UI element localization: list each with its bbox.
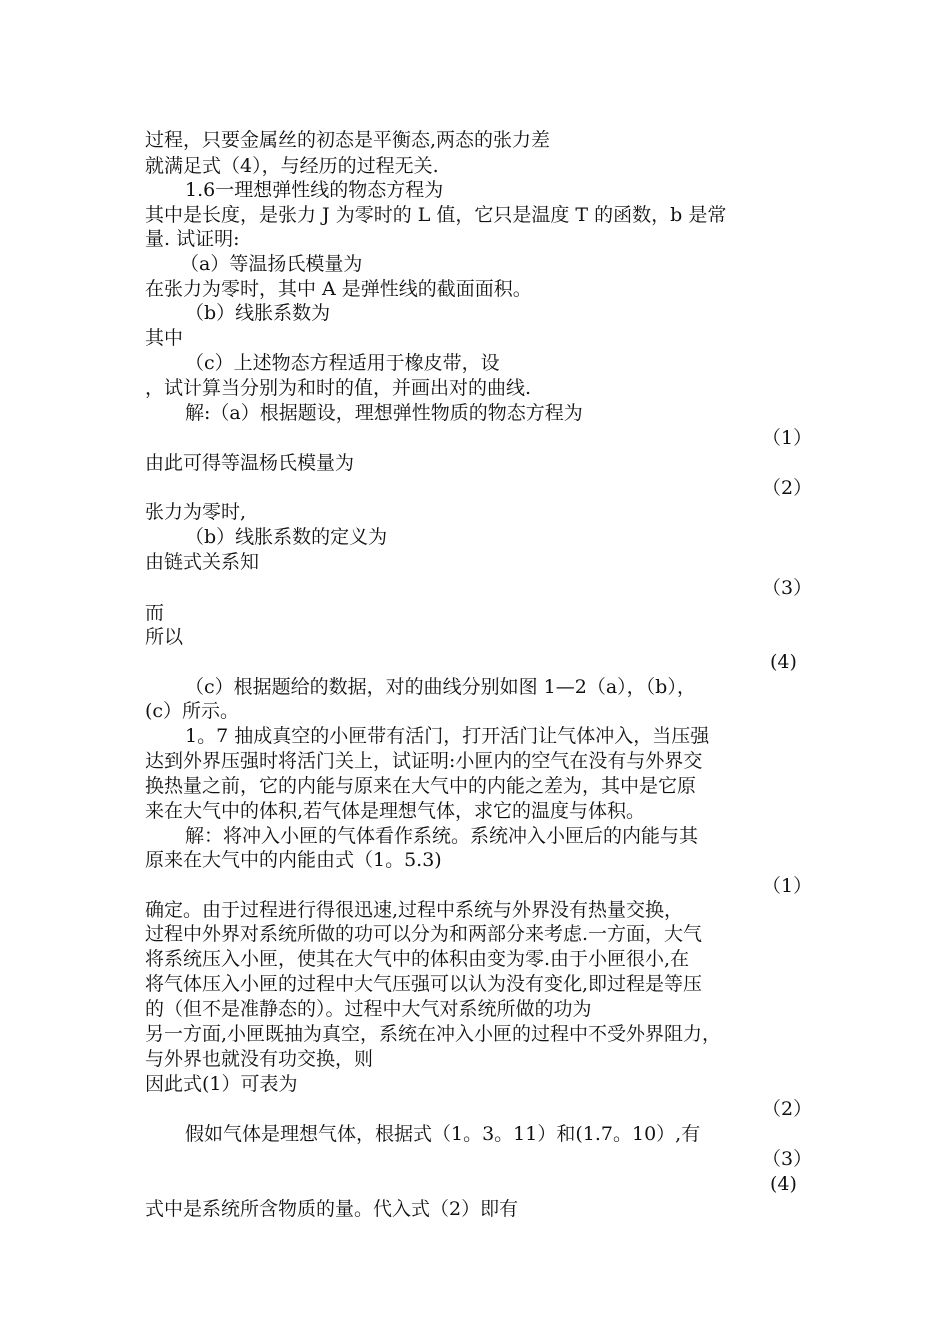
text-line: 式中是系统所含物质的量。代入式（2）即有 (145, 1198, 519, 1220)
text-line: 与外界也就没有功交换，则 (145, 1048, 374, 1070)
text-line: 所以 (145, 626, 184, 648)
equation-number: （1） (762, 875, 813, 897)
equation-number: （2） (762, 477, 813, 499)
text-line: 将系统压入小匣，使其在大气中的体积由变为零.由于小匣很小,在 (145, 948, 690, 970)
text-line: 确定。由于过程进行得很迅速,过程中系统与外界没有热量交换， (145, 899, 684, 921)
item-b: （b）线胀系数为 (185, 302, 331, 324)
text-line: 由链式关系知 (145, 551, 260, 573)
text-line: 在张力为零时，其中 A 是弹性线的截面面积。 (145, 278, 532, 300)
text-line: 张力为零时, (145, 501, 247, 523)
text-line: 将气体压入小匣的过程中大气压强可以认为没有变化,即过程是等压 (145, 973, 703, 995)
text-line: 的（但不是准静态的）。过程中大气对系统所做的功为 (145, 998, 592, 1020)
text-line: 其中 (145, 327, 184, 349)
solution-heading: 解:（a）根据题设，理想弹性物质的物态方程为 (185, 402, 583, 424)
text-line: (c）所示。 (145, 700, 240, 722)
equation-number: （3） (762, 577, 813, 599)
text-line: 由此可得等温杨氏模量为 (145, 452, 355, 474)
text-line: 其中是长度，是张力 J 为零时的 L 值，它只是温度 T 的函数，b 是常 (145, 204, 727, 226)
text-line: 达到外界压强时将活门关上，试证明:小匣内的空气在没有与外界交 (145, 750, 703, 772)
equation-number: (4) (770, 1173, 797, 1195)
text-line: （b）线胀系数的定义为 (185, 526, 388, 548)
text-line: ，试计算当分别为和时的值，并画出对的曲线. (145, 377, 532, 399)
text-line: 来在大气中的体积,若气体是理想气体，求它的温度与体积。 (145, 800, 646, 822)
section-heading-1-6: 1.6一理想弹性线的物态方程为 (185, 179, 444, 201)
equation-number: （1） (762, 427, 813, 449)
item-a: （a）等温扬氏模量为 (180, 253, 363, 275)
item-c: （c）上述物态方程适用于橡皮带，设 (185, 352, 500, 374)
text-line: 另一方面,小匣既抽为真空，系统在冲入小匣的过程中不受外界阻力， (145, 1023, 722, 1045)
text-line: 过程，只要金属丝的初态是平衡态,两态的张力差 (145, 129, 551, 151)
section-heading-1-7: 1。7 抽成真空的小匣带有活门，打开活门让气体冲入，当压强 (185, 725, 710, 747)
text-line: 就满足式（4），与经历的过程无关. (145, 155, 439, 177)
text-line: 因此式(1）可表为 (145, 1073, 298, 1095)
equation-number: （2） (762, 1098, 813, 1120)
text-line: 而 (145, 602, 165, 624)
text-line: 换热量之前，它的内能与原来在大气中的内能之差为，其中是它原 (145, 775, 697, 797)
solution-heading: 解：将冲入小匣的气体看作系统。系统冲入小匣后的内能与其 (185, 825, 699, 847)
equation-number: （3） (762, 1148, 813, 1170)
text-line: 量. 试证明: (145, 228, 240, 250)
text-line: （c）根据题给的数据，对的曲线分别如图 1—2（a），（b）， (185, 676, 696, 698)
text-line: 过程中外界对系统所做的功可以分为和两部分来考虑.一方面，大气 (145, 923, 703, 945)
text-line: 原来在大气中的内能由式（1。5.3) (145, 849, 442, 871)
text-line: 假如气体是理想气体，根据式（1。3。11）和(1.7。10）,有 (185, 1123, 701, 1145)
equation-number: (4) (770, 651, 797, 673)
